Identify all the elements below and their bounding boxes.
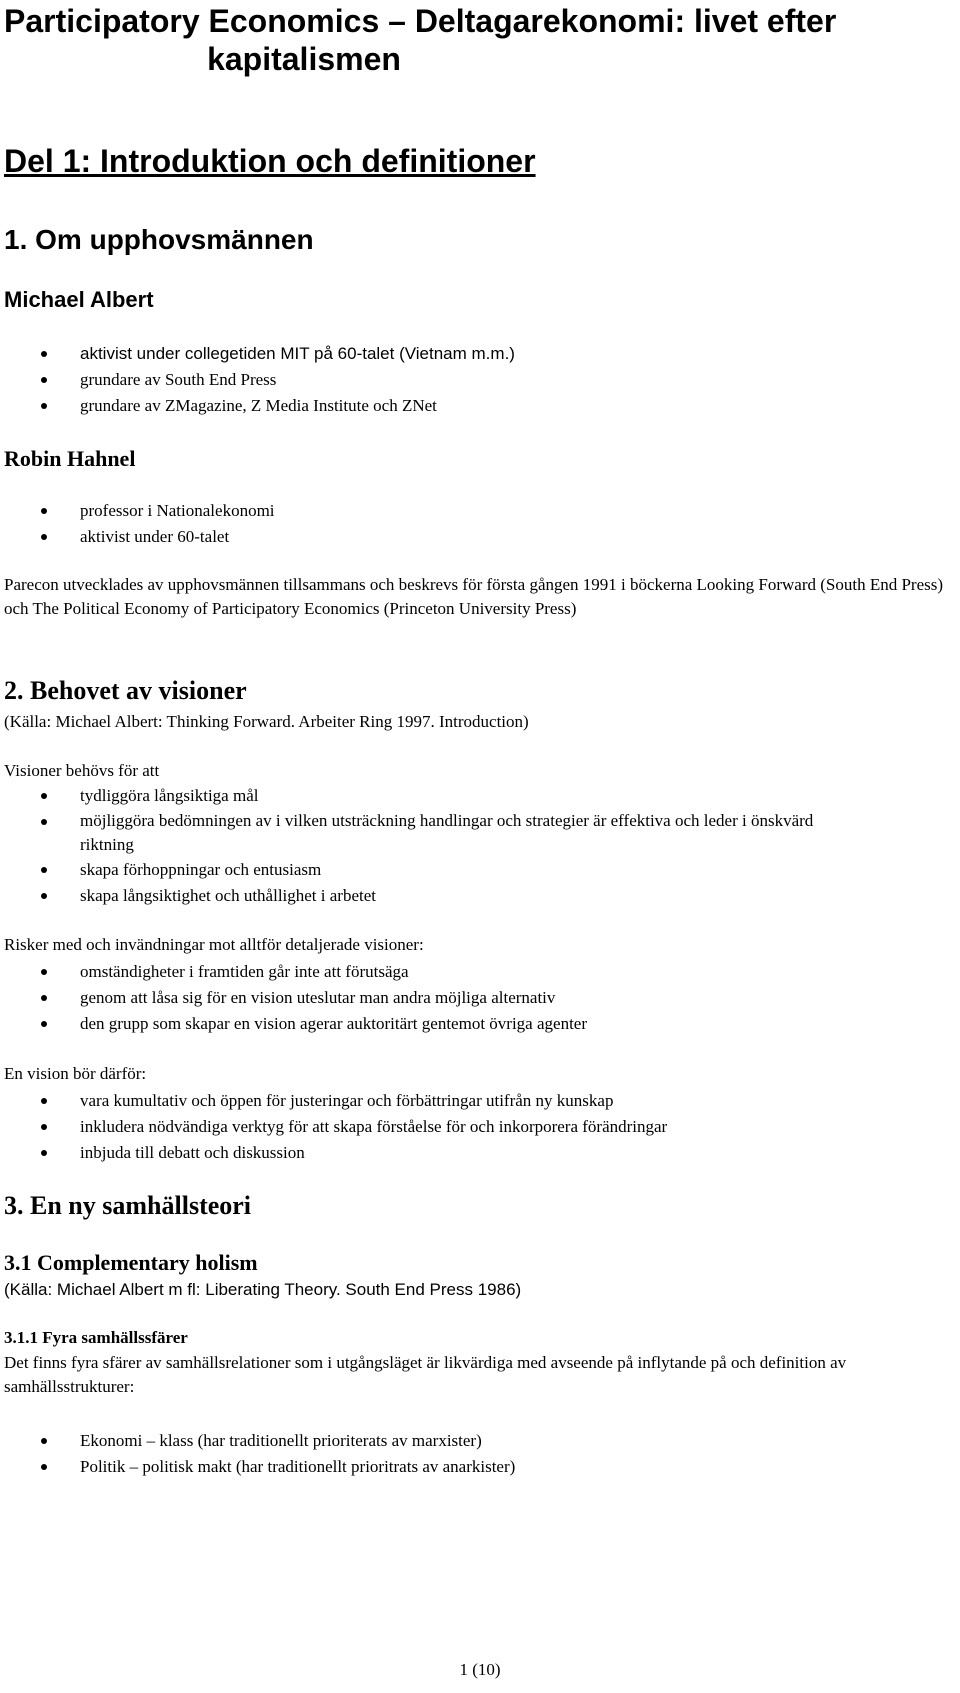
vision-should-list — [0, 1088, 667, 1166]
list-item: Politik – politisk makt (har traditionellt prioritrats av anarkister) — [0, 1454, 515, 1480]
list-item: omständigheter i framtiden går inte att förutsäga — [0, 959, 587, 985]
person-2-name: Robin Hahnel — [4, 446, 136, 471]
title-line-1: Participatory Economics – Deltagarekonomi: livet efter — [4, 3, 837, 39]
section-2-source: (Källa: Michael Albert: Thinking Forward. Arbeiter Ring 1997. Introduction) — [4, 712, 529, 731]
risks-intro: Risker med och invändningar mot alltför detaljerade visioner: — [4, 935, 424, 954]
list-item: den grupp som skapar en vision agerar auktoritärt gentemot övriga agenter — [0, 1011, 587, 1037]
part-heading: Del 1: Introduktion och definitioner — [4, 143, 536, 179]
list-item: vara kumultativ och öppen för justeringar och förbättringar utifrån ny kunskap — [0, 1088, 667, 1114]
section-3-1-heading: 3.1 Complementary holism — [4, 1250, 258, 1275]
list-item: skapa förhoppningar och entusiasm — [0, 857, 870, 883]
list-item: genom att låsa sig för en vision uteslutar man andra möjliga alternativ — [0, 985, 587, 1011]
list-item: skapa långsiktighet och uthållighet i arbetet — [0, 883, 870, 909]
person-1-name: Michael Albert — [4, 287, 154, 312]
list-item: inkludera nödvändiga verktyg för att skapa förståelse för och inkorporera förändringar — [0, 1114, 667, 1140]
spheres-list — [0, 1428, 515, 1480]
section-3-1-1-heading: 3.1.1 Fyra samhällssfärer — [4, 1328, 188, 1347]
list-item: aktivist under 60-talet — [0, 524, 275, 550]
parecon-paragraph: Parecon utvecklades av upphovsmännen tillsammans och beskrevs för första gången 1991 i böckerna Looking Forward (South End Press) och The Political Economy of Participatory Economics (Princeton University Press) — [4, 575, 944, 618]
visions-intro: Visioner behövs för att — [4, 761, 160, 780]
list-item: Ekonomi – klass (har traditionellt prioriterats av marxister) — [0, 1428, 515, 1454]
list-item: möjliggöra bedömningen av i vilken utsträckning handlingar och strategier är effektiva och leder i önskvärd riktning — [0, 809, 870, 857]
document-title — [4, 2, 924, 78]
risks-list — [0, 959, 587, 1037]
list-item: tydliggöra långsiktiga mål — [0, 783, 870, 809]
list-item: grundare av ZMagazine, Z Media Institute och ZNet — [0, 393, 515, 419]
list-item: grundare av South End Press — [0, 367, 515, 393]
list-item: professor i Nationalekonomi — [0, 498, 275, 524]
list-item: inbjuda till debatt och diskussion — [0, 1140, 667, 1166]
page-number: 1 (10) — [459, 1660, 501, 1679]
section-3-1-1-paragraph: Det finns fyra sfärer av samhällsrelationer som i utgångsläget är likvärdiga med avseende på inflytande på och definition av samhällsstrukturer: — [4, 1353, 847, 1396]
section-3-heading: 3. En ny samhällsteori — [4, 1191, 252, 1220]
person-2-list — [0, 498, 275, 550]
title-line-2: kapitalismen — [207, 41, 401, 77]
list-item: aktivist under collegetiden MIT på 60-talet (Vietnam m.m.) — [0, 341, 515, 367]
section-3-1-source: (Källa: Michael Albert m fl: Liberating Theory. South End Press 1986) — [4, 1280, 522, 1299]
visions-list — [0, 783, 870, 909]
vision-should-intro: En vision bör därför: — [4, 1064, 147, 1083]
person-1-list — [0, 341, 515, 419]
section-2-heading: 2. Behovet av visioner — [4, 676, 247, 705]
section-1-heading: 1. Om upphovsmännen — [4, 224, 314, 255]
